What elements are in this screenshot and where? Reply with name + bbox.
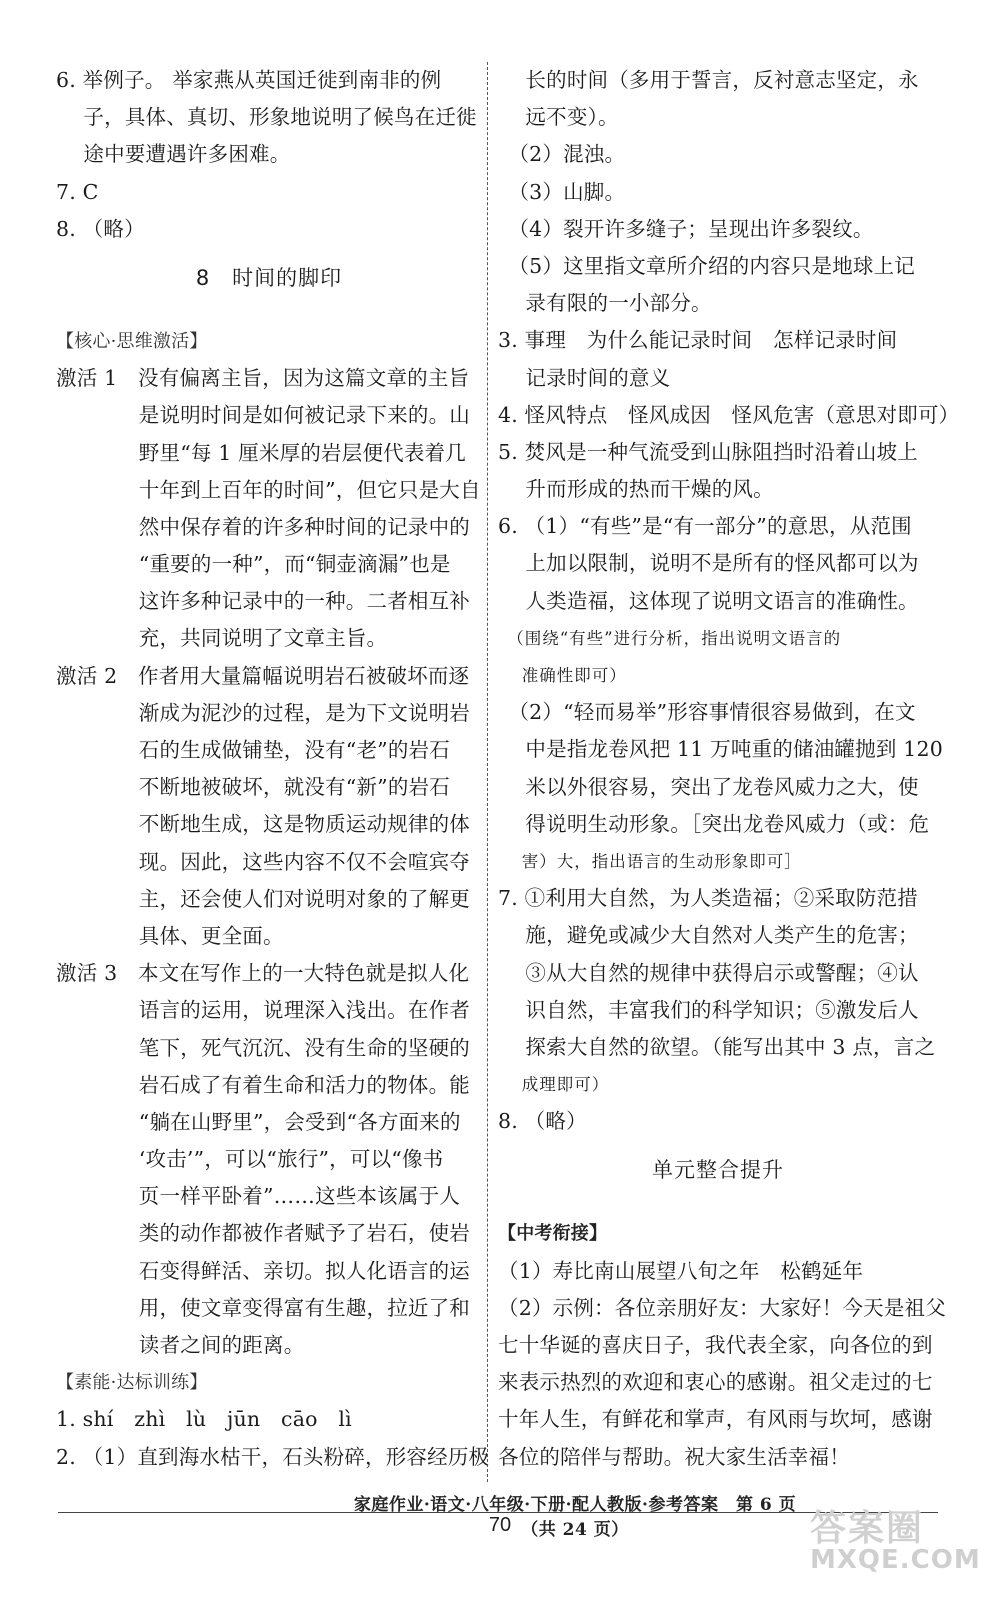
text-line: 笔下，死气沉沉、没有生命的坚硬的 bbox=[56, 1035, 470, 1060]
text-line: 准确性即可） bbox=[498, 666, 627, 685]
text-line: 探索大自然的欲望。（能写出其中 3 点，言之 bbox=[498, 1034, 936, 1059]
text-line: 十年人生，有鲜花和掌声，有风雨与坎坷，感谢 bbox=[498, 1407, 933, 1432]
text-line: 8. （略） bbox=[56, 216, 145, 241]
text-line: 渐成为泥沙的过程，是为下文说明岩 bbox=[56, 700, 470, 725]
text-line: 7. C bbox=[56, 179, 99, 204]
column-divider bbox=[487, 62, 488, 1482]
text-line: （1）寿比南山展望八旬之年 松鹤延年 bbox=[498, 1258, 864, 1283]
text-line: 野里“每 1 厘米厚的岩层便代表着几 bbox=[56, 440, 466, 465]
text-line: 6. 举例子。 举家燕从英国迁徙到南非的例 bbox=[56, 68, 442, 92]
text-line: 记录时间的意义 bbox=[498, 365, 671, 390]
text-line: 页一样平卧着”……这些本该属于人 bbox=[56, 1184, 460, 1209]
text-line: 激活 3 本文在写作上的一大特色就是拟人化 bbox=[56, 961, 470, 986]
page-number: 70 bbox=[488, 1514, 512, 1536]
text-line: 施，避免或减少大自然对人类产生的危害； bbox=[498, 923, 919, 948]
text-line: 不断地被破坏，就没有“新”的岩石 bbox=[56, 775, 450, 800]
text-line: 语言的运用，说理深入浅出。在作者 bbox=[56, 998, 470, 1023]
text-line: 用，使文章变得富有生趣，拉近了和 bbox=[56, 1295, 470, 1320]
watermark-logo bbox=[810, 1500, 980, 1590]
text-line: 十年到上百年的时间”，但它只是大自 bbox=[56, 477, 481, 502]
text-line: 主，还会使人们对说明对象的了解更 bbox=[56, 886, 470, 911]
text-line: 各位的陪伴与帮助。祝大家生活幸福！ bbox=[498, 1444, 850, 1469]
text-line: 8. （略） bbox=[498, 1109, 587, 1134]
text-line: （围绕“有些”进行分析，指出说明文语言的 bbox=[498, 628, 842, 648]
text-line: 是说明时间是如何被记录下来的。山 bbox=[56, 403, 470, 428]
text-line: 5. 焚风是一种气流受到山脉阻挡时沿着山坡上 bbox=[498, 439, 918, 464]
text-line: 来表示热烈的欢迎和衷心的感谢。祖父走过的七 bbox=[498, 1370, 933, 1395]
text-line: 害）大，指出语言的生动形象即可］ bbox=[498, 851, 802, 871]
text-line: 得说明生动形象。［突出龙卷风威力（或：危 bbox=[498, 811, 930, 836]
text-line: 激活 2 作者用大量篇幅说明岩石被破坏而逐 bbox=[56, 663, 470, 688]
text-line: 充，共同说明了文章主旨。 bbox=[56, 626, 388, 651]
right-column bbox=[498, 62, 960, 1476]
text-line: 不断地生成，这是物质运动规律的体 bbox=[56, 812, 470, 837]
text-line: 3. 事理 为什么能记录时间 怎样记录时间 bbox=[498, 328, 898, 353]
text-line: 七十华诞的喜庆日子，我代表全家，向各位的到 bbox=[498, 1333, 933, 1357]
text-line: 录有限的一小部分。 bbox=[498, 291, 712, 316]
watermark-url: MXQE.COM bbox=[810, 1545, 981, 1575]
text-line: （4）裂开许多缝子；呈现出许多裂纹。 bbox=[498, 216, 874, 241]
text-line: 6. （1）“有些”是“有一部分”的意思，从范围 bbox=[498, 514, 912, 539]
text-line: 途中要遭遇许多困难。 bbox=[56, 142, 291, 167]
text-line: 类的动作都被作者赋予了岩石，使岩 bbox=[56, 1221, 470, 1246]
text-line: 这许多种记录中的一种。二者相互补 bbox=[56, 589, 470, 614]
section-title: 单元整合提升 bbox=[652, 1158, 784, 1183]
text-line: 岩石成了有着生命和活力的物体。能 bbox=[56, 1072, 470, 1097]
text-line: 然中保存着的许多种时间的记录中的 bbox=[56, 514, 470, 539]
section-header: 【核心·思维激活】 bbox=[56, 330, 208, 352]
text-line: “重要的一种”，而“铜壶滴漏”也是 bbox=[56, 552, 451, 577]
text-line: 上加以限制，说明不是所有的怪风都可以为 bbox=[498, 551, 919, 576]
text-line: 7. ①利用大自然，为人类造福；②采取防范措 bbox=[498, 886, 918, 911]
section-header: 【素能·达标训练】 bbox=[56, 1372, 208, 1394]
text-line: 4. 怪风特点 怪风成因 怪风危害（意思对即可） bbox=[498, 402, 960, 427]
text-line: （3）山脚。 bbox=[498, 179, 626, 204]
text-line: （5）这里指文章所介绍的内容只是地球上记 bbox=[498, 253, 915, 278]
text-line: （2）混浊。 bbox=[498, 142, 626, 167]
text-line: 激活 1 没有偏离主旨，因为这篇文章的主旨 bbox=[56, 366, 470, 391]
footer-text: 家庭作业·语文·八年级·下册·配人教版·参考答案 第 6 页（共 24 页） bbox=[353, 1495, 797, 1540]
text-line: ‘攻击’”，可以“旅行”，可以“像书 bbox=[56, 1147, 444, 1172]
footer-rule bbox=[58, 1512, 938, 1513]
text-line: （2）“轻而易举”形容事情很容易做到，在文 bbox=[498, 700, 916, 725]
text-line: “躺在山野里”，会受到“各方面来的 bbox=[56, 1109, 461, 1134]
text-line: ③从大自然的规律中获得启示或警醒；④认 bbox=[498, 960, 919, 985]
text-line: 具体、更全面。 bbox=[56, 923, 284, 948]
left-column bbox=[56, 62, 490, 1476]
text-line: 远不变）。 bbox=[498, 105, 619, 130]
text-line: 1. shí zhì lù jūn cāo lì bbox=[56, 1407, 352, 1432]
text-line: 2. （1）直到海水枯干，石头粉碎，形容经历极 bbox=[56, 1444, 490, 1469]
text-line: 现。因此，这些内容不仅不会喧宾夺 bbox=[56, 849, 470, 874]
watermark-mark: 答案圈 bbox=[810, 1508, 925, 1549]
text-line: 石变得鲜活、亲切。拟人化语言的运 bbox=[56, 1258, 470, 1283]
text-line: 石的生成做铺垫，没有“老”的岩石 bbox=[56, 738, 450, 762]
text-line: （2）示例：各位亲朋好友：大家好！今天是祖父 bbox=[498, 1295, 946, 1320]
text-line: 读者之间的距离。 bbox=[56, 1333, 305, 1357]
text-line: 中是指龙卷风把 11 万吨重的储油罐抛到 120 bbox=[498, 737, 943, 762]
section-title: 8 时间的脚印 bbox=[195, 265, 343, 290]
text-line: 人类造福，这体现了说明文语言的准确性。 bbox=[498, 588, 919, 613]
text-line: 成理即可） bbox=[498, 1075, 610, 1095]
text-line: 升而形成的热而干燥的风。 bbox=[498, 477, 774, 502]
text-line: 长的时间（多用于誓言，反衬意志坚定，永 bbox=[498, 68, 919, 92]
section-header: 【中考衔接】 bbox=[498, 1223, 608, 1245]
text-line: 子，具体、真切、形象地说明了候鸟在迁徙 bbox=[56, 105, 477, 130]
text-line: 米以外很容易，突出了龙卷风威力之大，使 bbox=[498, 774, 919, 799]
text-line: 识自然，丰富我们的科学知识；⑤激发后人 bbox=[498, 997, 919, 1022]
